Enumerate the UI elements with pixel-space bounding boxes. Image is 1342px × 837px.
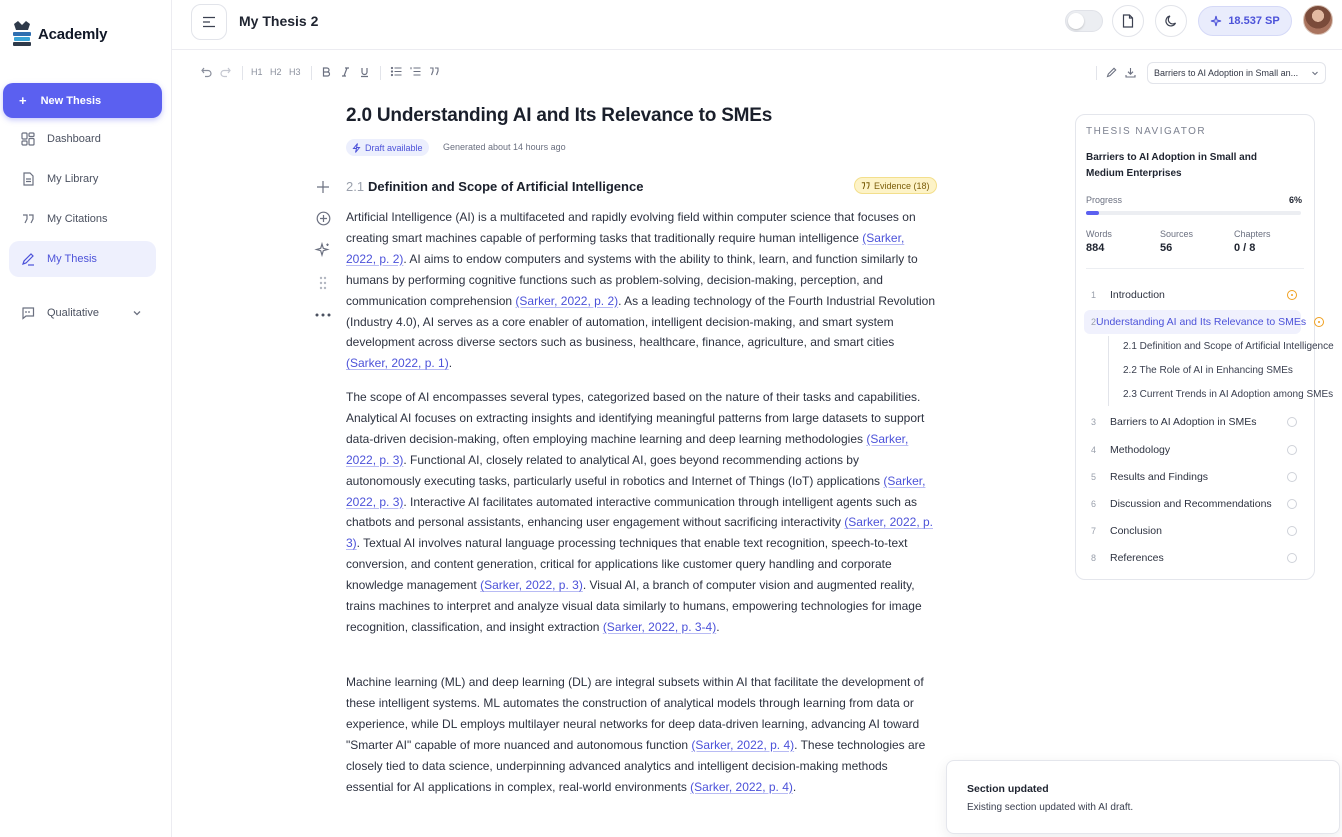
empty-status-icon [1287,553,1297,563]
italic-icon[interactable] [341,67,350,77]
new-thesis-button[interactable] [3,83,162,118]
chapter-number: 4 [1091,445,1097,455]
paragraph-text: . Functional AI, closely related to analytical AI, goes beyond recommending actions by autonomously executing tasks, particularly useful in robotics and Internet of Things (IoT) applications [346,452,884,488]
citation-link[interactable]: (Sarker, 2022, p. 2) [515,293,619,308]
sidebar-item-label: Dashboard [47,133,101,145]
sp-balance-button[interactable] [1198,6,1292,36]
chapter-label: Introduction [1110,289,1165,301]
menu-icon [202,16,216,28]
chat-icon [21,306,35,320]
sidebar-item-my-library[interactable] [9,161,156,197]
progress-value: 6% [1288,195,1302,205]
app-logo[interactable] [11,19,107,49]
add-circle-icon[interactable] [313,211,333,226]
chapter-title[interactable]: 2.0 Understanding AI and Its Relevance to SMEs [346,105,773,126]
sidebar-item-label: Qualitative [47,307,99,319]
chapter-label: Methodology [1110,444,1171,456]
underline-icon[interactable] [360,67,369,77]
bullet-list-icon[interactable] [391,67,402,76]
citation-link[interactable]: (Sarker, 2022, p. 3) [346,473,926,509]
draft-available-badge[interactable] [346,139,429,156]
quote-icon [21,212,35,226]
chapter-label: Understanding AI and Its Relevance to SMEs [1096,316,1307,328]
progress-bar [1086,211,1301,215]
chevron-down-icon[interactable] [132,308,142,318]
moon-icon [1164,14,1178,28]
section-title[interactable]: Definition and Scope of Artificial Intelligence [368,179,644,194]
chapter-item-8[interactable] [1084,546,1301,570]
heading-1-button[interactable]: H1 [251,67,263,77]
chapter-number: 2 [1091,317,1097,327]
chapter-number: 3 [1091,417,1097,427]
toast-message: Existing section updated with AI draft. [967,802,1134,813]
sidebar-item-my-citations[interactable] [9,201,156,237]
heading-3-button[interactable]: H3 [289,67,301,77]
dark-mode-button[interactable] [1155,5,1187,37]
chapter-label: Results and Findings [1110,471,1209,483]
citation-link[interactable]: (Sarker, 2022, p. 3) [480,578,583,593]
dashboard-icon [21,132,35,146]
paragraph-text: . These technologies are closely tied to data science, underpinning advanced analytics and intelligent decision-making methods essential for AI applications in complex, real-world environments [346,737,926,794]
citation-link[interactable]: (Sarker, 2022, p. 4) [690,779,793,794]
sidebar-item-label: My Thesis [47,253,97,265]
chapter-item-3[interactable] [1084,410,1301,434]
citation-link[interactable]: (Sarker, 2022, p. 3) [346,515,933,551]
section-select[interactable] [1147,62,1326,84]
paragraph-text: . Visual AI, a branch of computer vision and augmented reality, trains machines to interpret and analyze visual data similarly to humans, empowering technologies for image recognition, classification, and insight extraction [346,578,922,634]
heading-2-button[interactable]: H2 [270,67,282,77]
chapter-label: References [1110,552,1164,564]
empty-status-icon [1287,526,1297,536]
subsection-item-2-3[interactable]: 2.3 Current Trends in AI Adoption among SMEs [1123,389,1334,400]
redo-icon[interactable] [220,67,231,77]
user-avatar[interactable] [1303,5,1333,35]
subsection-item-2-2[interactable]: 2.2 The Role of AI in Enhancing SMEs [1123,365,1293,376]
chapter-number: 1 [1091,290,1097,300]
more-options-icon[interactable] [313,313,333,317]
in-progress-status-icon [1314,317,1324,327]
new-thesis-label: New Thesis [40,94,102,107]
evidence-badge[interactable] [854,177,937,194]
pencil-icon [21,252,35,266]
paragraph-text: Artificial Intelligence (AI) is a multifaceted and rapidly evolving field within computer science that focuses on creating smart machines capable of performing tasks that traditionally require human intelligence [346,210,916,245]
citation-link[interactable]: (Sarker, 2022, p. 4) [691,737,795,752]
citation-link[interactable]: (Sarker, 2022, p. 3-4) [602,619,717,634]
section-select-value: Barriers to AI Adoption in Small an... [1154,68,1299,78]
chapter-item-5[interactable] [1084,465,1301,489]
navigator-heading: THESIS NAVIGATOR [1086,126,1207,137]
chapter-number: 7 [1091,526,1097,536]
in-progress-status-icon [1287,290,1297,300]
stat-value: 56 [1160,242,1173,254]
paragraph-text: . AI aims to endow computers and systems with the ability to think, learn, and function similarly to humans by performing cognitive functions such as problem-solving, decision-making, perception, and communication comprehension [346,251,918,308]
academly-logo-icon [11,20,33,48]
draft-badge-label: Draft available [365,142,423,153]
top-header [172,0,1342,50]
empty-status-icon [1287,417,1297,427]
stat-label: Words [1086,229,1112,239]
sidebar-item-label: My Citations [47,213,108,225]
editor-toolbar [172,50,1342,94]
sidebar-item-qualitative[interactable] [9,295,156,331]
toolbar-divider [380,66,381,80]
paragraph-1[interactable] [346,207,936,374]
chevron-down-icon [1311,69,1319,77]
toolbar-divider [242,66,243,80]
paragraph-text: . [716,619,720,634]
empty-status-icon [1287,499,1297,509]
stat-words [1086,229,1112,254]
citation-link[interactable]: (Sarker, 2022, p. 3) [346,431,909,467]
drag-handle-icon[interactable] [313,276,333,290]
sparkle-icon [1210,15,1222,27]
bold-icon[interactable] [322,67,331,77]
document-button[interactable] [1112,5,1144,37]
chapter-item-6[interactable] [1084,492,1301,516]
toggle-knob [1068,13,1084,29]
plus-icon: + [19,93,27,108]
paragraph-text: . [448,356,453,371]
add-block-icon[interactable] [313,180,333,194]
sp-balance-value: 18.537 SP [1228,15,1280,27]
mode-toggle[interactable] [1065,10,1103,32]
chapter-number: 5 [1091,472,1097,482]
sidebar [0,0,172,837]
generated-timestamp: Generated about 14 hours ago [443,142,566,152]
stat-value: 0 / 8 [1234,242,1256,254]
paragraph-text: . Interactive AI facilitates automated interactive communication through intelligent agents such as chatbots and personal assistants, enhancing user engagement without sacrificing interactivity [346,494,917,530]
progress-label: Progress [1086,195,1123,205]
evidence-badge-label: Evidence (18) [874,180,930,191]
stat-chapters [1234,229,1271,254]
citation-link[interactable]: (Sarker, 2022, p. 2) [346,230,905,266]
paragraph-text: . Textual AI involves natural language processing techniques that enable text recognition, speech-to-text conversion, and content generation, critical for applications like customer query handling and corporate knowledge management [346,536,908,593]
lightning-icon [352,143,361,153]
chapter-item-1[interactable] [1084,283,1301,307]
app-name: Academly [38,25,108,43]
progress-bar-fill [1086,211,1099,215]
chapter-number: 8 [1091,553,1097,563]
empty-status-icon [1287,472,1297,482]
navigator-thesis-title: Barriers to AI Adoption in Small and Medium Enterprises [1086,152,1257,179]
undo-icon[interactable] [201,67,212,77]
stat-value: 884 [1086,242,1105,254]
stat-label: Chapters [1234,229,1271,239]
empty-status-icon [1287,445,1297,455]
toolbar-divider [311,66,312,80]
document-title[interactable]: My Thesis 2 [239,13,319,29]
chapter-number: 6 [1091,499,1097,509]
stat-sources [1160,229,1193,254]
ai-sparkle-icon[interactable] [313,242,333,258]
sidebar-item-label: My Library [47,173,99,185]
paragraph-text: The scope of AI encompasses several types, categorized based on the nature of their tasks and capabilities. Analytical AI focuses on extracting insights and identifying meaningful patterns from large datasets to support data-driven decision-making, often employing machine learning and deep learning methodologies [346,390,925,446]
edit-icon[interactable] [1106,67,1117,78]
chapter-label: Discussion and Recommendations [1110,498,1272,510]
citation-link[interactable]: (Sarker, 2022, p. 1) [346,356,449,371]
toast-title: Section updated [967,783,1049,795]
quote-icon [861,182,870,190]
download-icon[interactable] [1125,67,1136,78]
paragraph-2[interactable] [346,387,936,638]
section-number: 2.1 [346,179,365,194]
quote-icon[interactable] [429,67,440,76]
paragraph-3[interactable] [346,672,936,797]
paragraph-text: . As a leading technology of the Fourth Industrial Revolution (Industry 4.0), AI serves as a core enabler of automation, intelligent decision-making, and smart system development across diverse sectors such as business, healthcare, finance, agriculture, and smart cities [346,293,936,350]
numbered-list-icon[interactable] [410,67,421,76]
chapter-item-2[interactable] [1084,310,1307,334]
chapter-item-4[interactable] [1084,438,1301,462]
paragraph-text: Machine learning (ML) and deep learning (DL) are integral subsets within AI that facilitate the development of these intelligent systems. ML automates the construction of analytical models through learning from data or experience, while DL employs multilayer neural networks for deep data-driven learning, advancing AI toward "Smarter AI" capable of more nuanced and autonomous function [346,675,924,752]
document-icon [1122,14,1134,28]
menu-toggle-button[interactable] [191,4,227,40]
navigator-divider [1086,268,1304,269]
paragraph-text: . [792,779,797,794]
toast-notification[interactable] [946,760,1340,834]
sidebar-item-my-thesis[interactable] [9,241,156,277]
subsection-item-2-1[interactable]: 2.1 Definition and Scope of Artificial Intelligence [1123,341,1334,352]
library-icon [21,172,35,186]
chapter-label: Conclusion [1110,525,1162,537]
toolbar-divider [1096,66,1097,80]
chapter-label: Barriers to AI Adoption in SMEs [1110,416,1257,428]
stat-label: Sources [1160,229,1194,239]
sidebar-item-dashboard[interactable] [9,121,156,157]
chapter-item-7[interactable] [1084,519,1301,543]
subsection-guide-line [1108,336,1109,406]
